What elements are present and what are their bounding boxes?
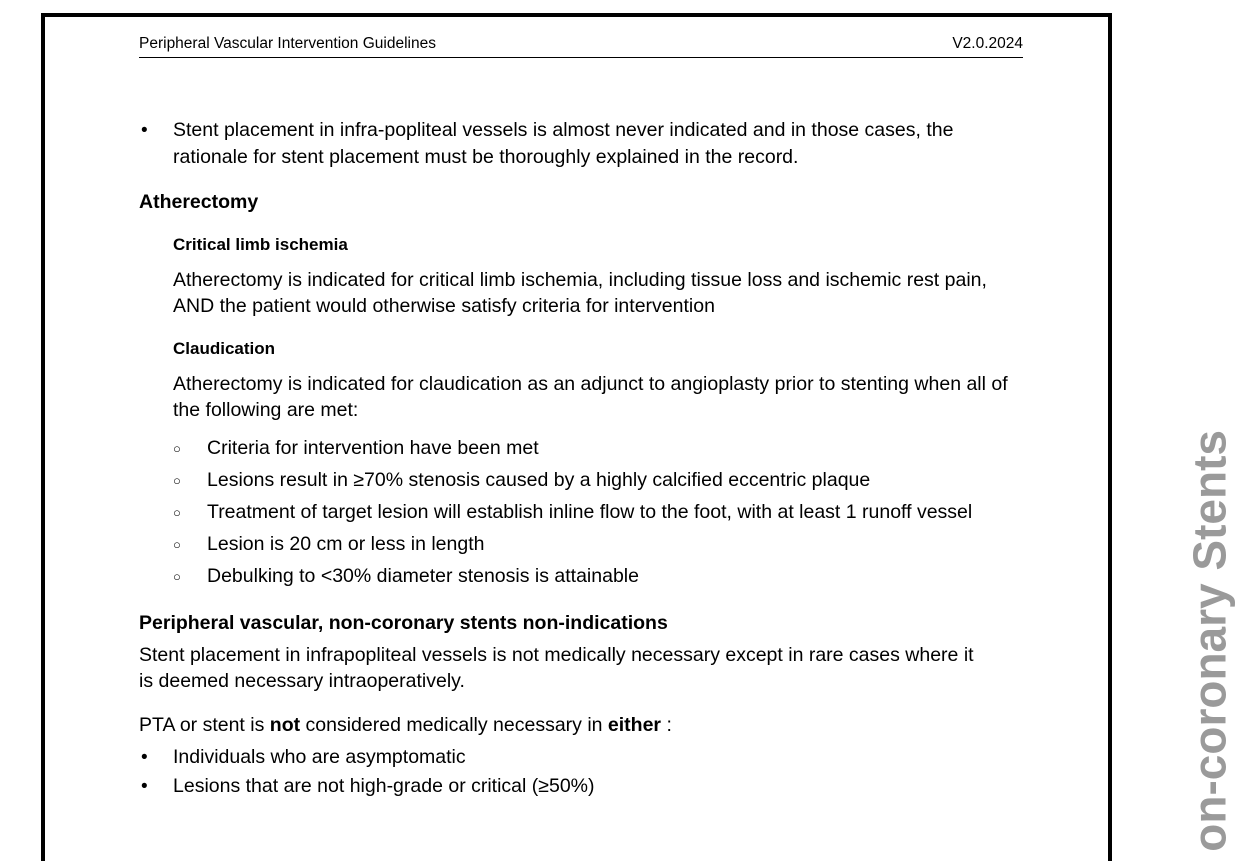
- document-body: [139, 117, 1039, 802]
- paragraph-spacer: [139, 700, 1039, 712]
- pta-text-1: PTA or stent is: [139, 714, 270, 736]
- running-header: [139, 35, 1023, 58]
- pta-bold-either: either: [607, 714, 662, 736]
- bullet-marker: •: [141, 120, 148, 141]
- list-item: [139, 529, 1039, 560]
- page-border: [41, 13, 1112, 861]
- subheading-claudication: Claudication: [173, 339, 276, 358]
- list-item: [139, 744, 1039, 771]
- circle-bullet-icon: ○: [173, 537, 181, 552]
- pta-text-3: :: [661, 714, 672, 736]
- circle-bullet-icon: ○: [173, 473, 181, 488]
- section-heading-atherectomy: Atherectomy: [139, 191, 259, 213]
- list-item: [139, 497, 1039, 528]
- side-tab-label: on-coronary Stents: [1184, 430, 1236, 852]
- list-item: [139, 465, 1039, 496]
- paragraph-critical-limb-ischemia: Atherectomy is indicated for critical limb ischemia, including tissue loss and ischemic rest pain, AND the patient would otherwise satisfy criteria for intervention: [173, 269, 987, 317]
- circle-bullet-icon: ○: [173, 505, 181, 520]
- list-item-text: Criteria for intervention have been met: [207, 437, 539, 459]
- header-title: Peripheral Vascular Intervention Guidelines: [139, 35, 436, 52]
- list-item-text: Treatment of target lesion will establish inline flow to the foot, with at least 1 runoff vessel: [207, 501, 973, 523]
- list-item-text: Lesion is 20 cm or less in length: [207, 533, 485, 555]
- paragraph-pta-lead: [139, 712, 979, 738]
- circle-bullet-icon: ○: [173, 441, 181, 456]
- header-version: V2.0.2024: [952, 35, 1023, 52]
- bullet-marker: •: [141, 776, 148, 797]
- list-item: [139, 117, 1039, 171]
- list-item-text: Lesions result in ≥70% stenosis caused by a highly calcified eccentric plaque: [207, 469, 871, 491]
- page-content-area: [45, 17, 1108, 861]
- paragraph-claudication: Atherectomy is indicated for claudication as an adjunct to angioplasty prior to stenting when all of the following are met:: [173, 373, 1008, 421]
- list-item: [139, 561, 1039, 592]
- list-item: [139, 433, 1039, 464]
- pta-text-2: considered medically necessary in: [300, 714, 608, 736]
- paragraph-non-indications: Stent placement in infrapopliteal vessels is not medically necessary except in rare cases where it is deemed necessary intraoperatively.: [139, 644, 974, 692]
- list-item: [139, 773, 1039, 800]
- list-item-text: Debulking to <30% diameter stenosis is attainable: [207, 565, 639, 587]
- list-item-text: Stent placement in infra-popliteal vessels is almost never indicated and in those cases, the rationale for stent placement must be thoroughly explained in the record.: [173, 119, 954, 168]
- subheading-critical-limb-ischemia: Critical limb ischemia: [173, 235, 348, 254]
- section-heading-non-indications: Peripheral vascular, non-coronary stents non-indications: [139, 612, 668, 634]
- pta-bold-not: not: [269, 714, 301, 736]
- list-item-text: Individuals who are asymptomatic: [173, 746, 466, 768]
- list-item-text: Lesions that are not high-grade or critical (≥50%): [173, 775, 595, 797]
- claudication-criteria-list: [139, 433, 1039, 592]
- circle-bullet-icon: ○: [173, 569, 181, 584]
- bullet-marker: •: [141, 747, 148, 768]
